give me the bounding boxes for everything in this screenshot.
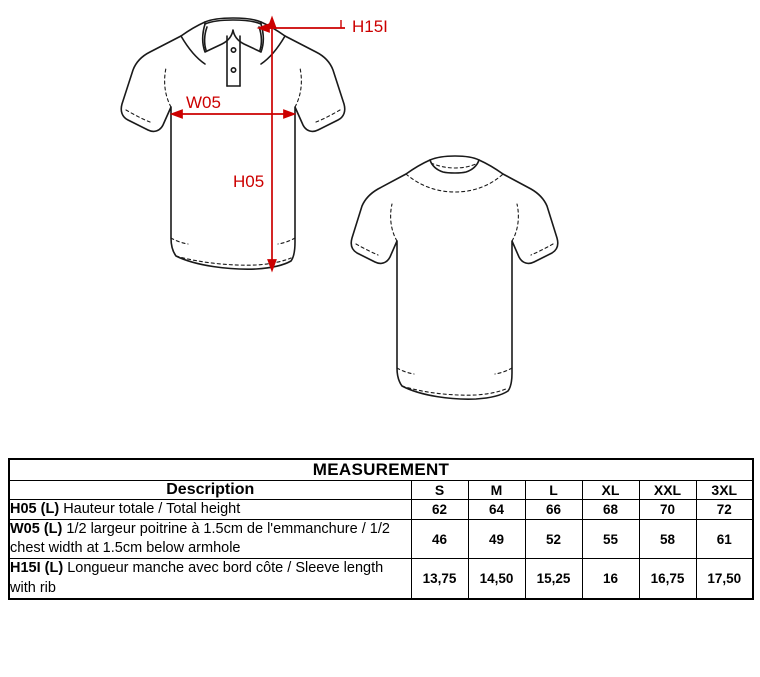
value-h05-s: 62 (411, 500, 468, 520)
table-row (9, 500, 753, 520)
column-header-size-xl: XL (582, 481, 639, 500)
dimension-h05 (268, 18, 275, 270)
measurement-table-container (8, 458, 752, 600)
table-row (9, 520, 753, 559)
column-header-size-s: S (411, 481, 468, 500)
measurement-code-h15i: H15I (L) (10, 560, 64, 577)
dimension-label-w05: W05 (186, 93, 221, 112)
measurement-text-h05: Hauteur totale / Total height (63, 501, 241, 517)
value-h15i-xxl: 16,75 (639, 559, 696, 599)
column-header-size-3xl: 3XL (696, 481, 753, 500)
dimension-label-h15i: H15I (352, 17, 388, 36)
measurement-table (8, 458, 754, 600)
value-h05-l: 66 (525, 500, 582, 520)
value-h05-xxl: 70 (639, 500, 696, 520)
row-description-h05 (9, 500, 411, 520)
row-description-w05 (9, 520, 411, 559)
value-h05-3xl: 72 (696, 500, 753, 520)
measurement-text-h15i: Longueur manche avec bord côte / Sleeve length with rib (10, 560, 384, 596)
value-w05-xxl: 58 (639, 520, 696, 559)
table-row (9, 559, 753, 599)
table-title: MEASUREMENT (9, 459, 753, 481)
value-w05-s: 46 (411, 520, 468, 559)
column-header-size-m: M (468, 481, 525, 500)
polo-shirt-back-view (351, 156, 558, 399)
measurement-code-w05: W05 (L) (10, 521, 63, 538)
value-w05-m: 49 (468, 520, 525, 559)
value-w05-l: 52 (525, 520, 582, 559)
measurement-code-h05: H05 (L) (10, 501, 60, 517)
row-description-h15i (9, 559, 411, 599)
column-header-size-l: L (525, 481, 582, 500)
polo-shirt-front-view (121, 18, 345, 269)
value-w05-xl: 55 (582, 520, 639, 559)
value-h15i-xl: 16 (582, 559, 639, 599)
value-h15i-3xl: 17,50 (696, 559, 753, 599)
value-h05-xl: 68 (582, 500, 639, 520)
table-title-row (9, 459, 753, 481)
column-header-description: Description (9, 481, 411, 500)
measurement-text-w05: 1/2 largeur poitrine à 1.5cm de l'emmanchure / 1/2 chest width at 1.5cm below armhole (10, 521, 390, 557)
column-header-size-xxl: XXL (639, 481, 696, 500)
table-header-row (9, 481, 753, 500)
value-h15i-s: 13,75 (411, 559, 468, 599)
value-h15i-l: 15,25 (525, 559, 582, 599)
value-w05-3xl: 61 (696, 520, 753, 559)
value-h05-m: 64 (468, 500, 525, 520)
value-h15i-m: 14,50 (468, 559, 525, 599)
dimension-label-h05: H05 (233, 172, 265, 191)
